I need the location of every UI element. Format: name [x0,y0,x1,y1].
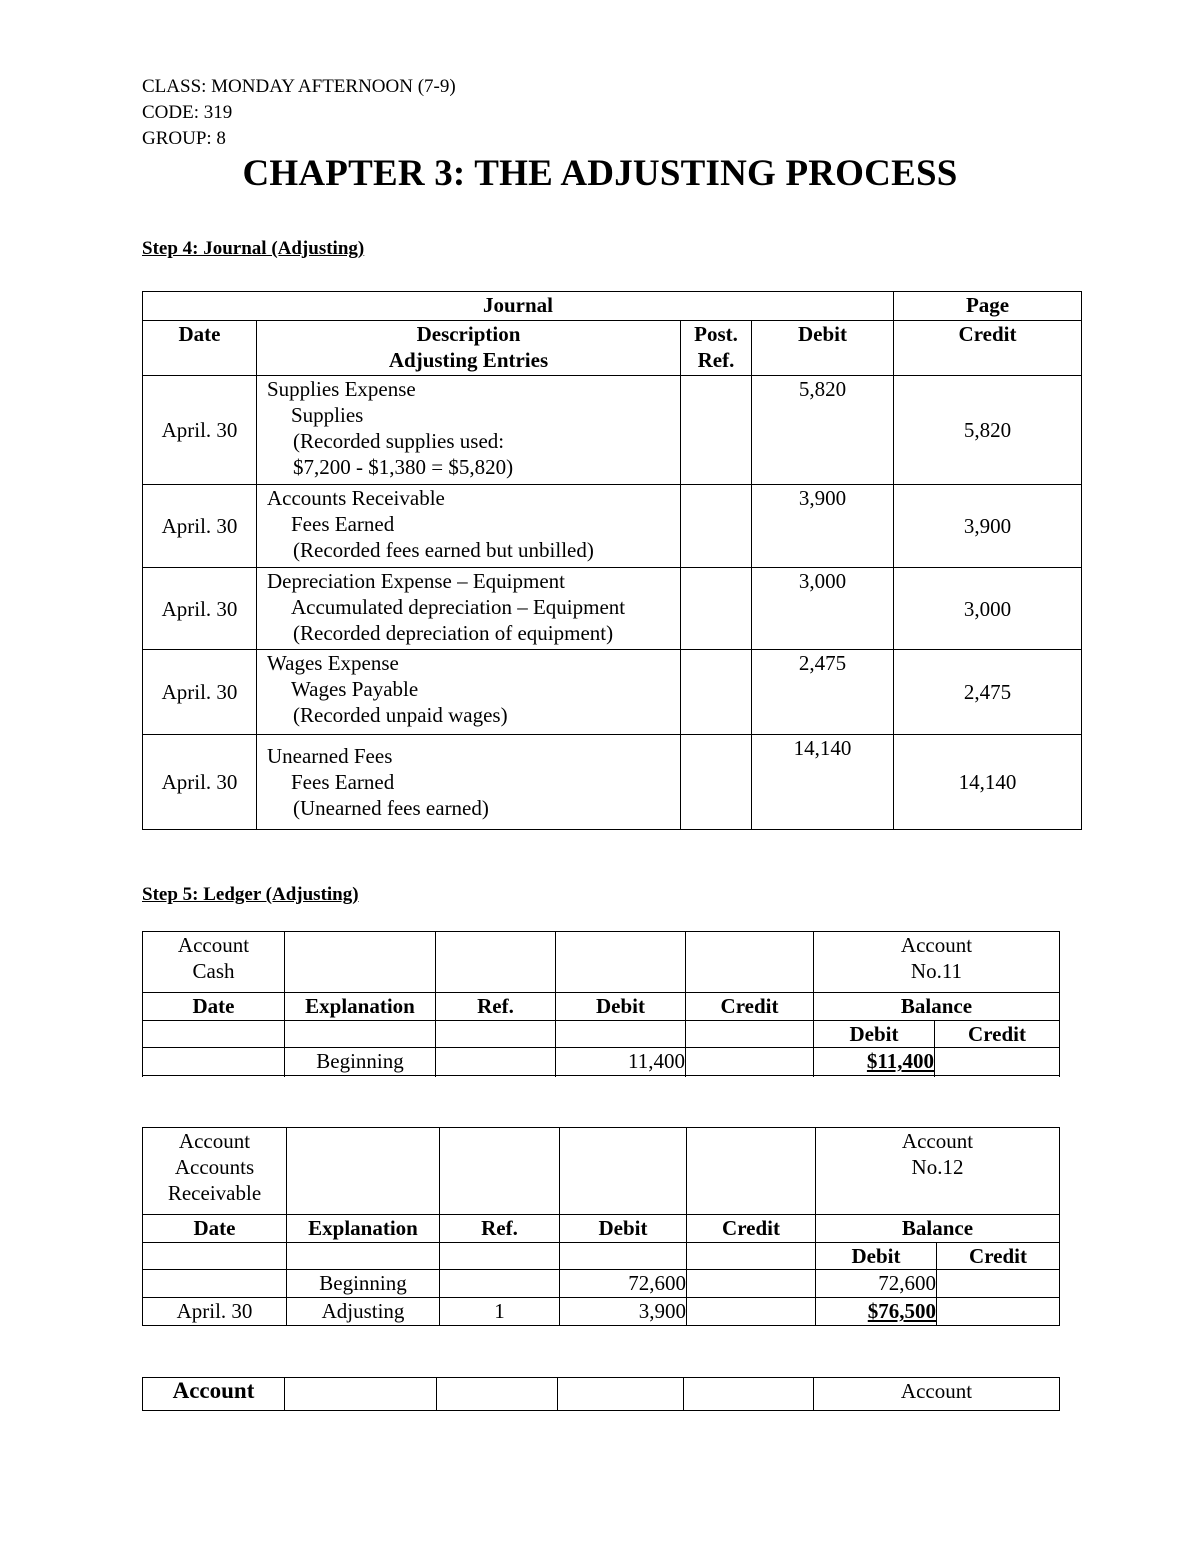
row-date [143,1270,287,1298]
ledger-accounts-receivable [142,1127,1060,1326]
col-balance-credit: Credit [935,1021,1060,1048]
journal-row [143,568,1082,650]
entry-post-ref [681,485,752,568]
entry-credit: 3,900 [894,485,1082,568]
entry-note: (Recorded supplies used: [293,429,505,453]
account-label: Account [178,1129,251,1153]
debit-account: Depreciation Expense – Equipment [267,569,565,593]
entry-debit: 3,000 [752,568,894,650]
ledger-row [143,1048,1060,1077]
ledger-cash [142,931,1060,1077]
account-cell [143,932,285,993]
row-credit [687,1298,816,1326]
row-balance-credit [937,1270,1060,1298]
entry-credit: 2,475 [894,650,1082,735]
entry-date: April. 30 [143,568,257,650]
entry-post-ref [681,376,752,485]
journal-row [143,650,1082,735]
journal-table [142,291,1082,830]
row-explanation: Beginning [285,1048,436,1077]
entry-date: April. 30 [143,485,257,568]
journal-row [143,735,1082,830]
col-debit: Debit [556,993,686,1021]
entry-date: April. 30 [143,735,257,830]
entry-debit: 14,140 [752,735,894,830]
journal-row [143,485,1082,568]
group-line: GROUP: 8 [142,128,226,149]
col-post-line2: Ref. [697,348,735,372]
entry-post-ref [681,568,752,650]
col-desc-line2: Adjusting Entries [388,348,549,372]
col-balance-debit: Debit [814,1021,935,1048]
entry-post-ref [681,650,752,735]
row-ref [440,1270,560,1298]
row-debit: 72,600 [560,1270,687,1298]
entry-credit: 3,000 [894,568,1082,650]
code-line: CODE: 319 [142,102,233,123]
entry-note: (Recorded fees earned but unbilled) [293,538,594,562]
account-number-label: Account [900,933,973,957]
entry-debit: 5,820 [752,376,894,485]
journal-title: Journal [143,292,894,321]
ledger-partial [142,1377,1060,1411]
entry-debit: 2,475 [752,650,894,735]
row-explanation: Adjusting [287,1298,440,1326]
entry-note: $7,200 - $1,380 = $5,820) [293,455,514,479]
col-date: Date [143,993,285,1021]
entry-note: (Recorded unpaid wages) [293,703,508,727]
entry-debit: 3,900 [752,485,894,568]
journal-row [143,376,1082,485]
col-explanation: Explanation [285,993,436,1021]
account-name: Accounts [174,1155,255,1179]
col-debit: Debit [752,321,894,376]
row-credit [686,1048,814,1077]
page-title: CHAPTER 3: THE ADJUSTING PROCESS [242,153,958,194]
ledger-row [143,1270,1060,1298]
account-number-label: Account [901,1129,974,1153]
col-desc-line1: Description [416,322,521,346]
col-credit: Credit [687,1215,816,1243]
row-date: April. 30 [143,1298,287,1326]
account-number: No.12 [911,1155,964,1179]
row-ref [436,1048,556,1077]
credit-account: Fees Earned [291,770,395,794]
account-number-cell [814,932,1060,993]
row-explanation: Beginning [287,1270,440,1298]
credit-account: Fees Earned [291,512,395,536]
row-debit: 11,400 [556,1048,686,1077]
row-balance-debit: $76,500 [867,1299,936,1323]
col-balance-debit: Debit [816,1243,937,1270]
row-balance-credit [935,1048,1060,1077]
col-balance-credit: Credit [937,1243,1060,1270]
debit-account: Unearned Fees [267,744,393,768]
entry-description [257,376,681,485]
account-name: Cash [192,959,235,983]
entry-description [257,485,681,568]
entry-post-ref [681,735,752,830]
col-description [257,321,681,376]
step5-heading: Step 5: Ledger (Adjusting) [142,884,359,905]
col-credit: Credit [894,321,1082,376]
col-date: Date [143,1215,287,1243]
entry-description [257,568,681,650]
credit-account: Supplies [291,403,364,427]
row-debit: 3,900 [560,1298,687,1326]
account-number: No.11 [910,959,963,983]
col-date: Date [143,321,257,376]
entry-credit: 14,140 [894,735,1082,830]
account-label: Account [177,933,250,957]
account-label: Account [143,1378,285,1411]
account-cell [143,1128,287,1215]
row-date [143,1048,285,1077]
row-ref: 1 [440,1298,560,1326]
credit-account: Wages Payable [291,677,419,701]
debit-account: Supplies Expense [267,377,416,401]
class-line: CLASS: MONDAY AFTERNOON (7-9) [142,76,456,97]
credit-account: Accumulated depreciation – Equipment [291,595,626,619]
entry-note: (Recorded depreciation of equipment) [293,621,614,645]
entry-note: (Unearned fees earned) [293,796,489,820]
entry-date: April. 30 [143,376,257,485]
debit-account: Accounts Receivable [267,486,445,510]
col-post-line1: Post. [694,322,738,346]
ledger-bottom-rule [142,1075,1059,1076]
entry-description [257,650,681,735]
col-ref: Ref. [436,993,556,1021]
row-balance-credit [937,1298,1060,1326]
step4-heading: Step 4: Journal (Adjusting) [142,238,365,259]
entry-date: April. 30 [143,650,257,735]
page-label: Page [894,292,1082,321]
row-balance-debit: 72,600 [816,1270,937,1298]
account-number-cell [816,1128,1060,1215]
col-balance: Balance [816,1215,1060,1243]
account-name: Receivable [167,1181,262,1205]
col-post-ref [681,321,752,376]
account-number-label: Account [814,1378,1060,1411]
row-balance-debit: $11,400 [866,1049,934,1073]
entry-credit: 5,820 [894,376,1082,485]
ledger-row [143,1298,1060,1326]
entry-description [257,735,681,830]
col-balance: Balance [814,993,1060,1021]
col-credit: Credit [686,993,814,1021]
col-explanation: Explanation [287,1215,440,1243]
col-debit: Debit [560,1215,687,1243]
row-credit [687,1270,816,1298]
debit-account: Wages Expense [267,651,399,675]
col-ref: Ref. [440,1215,560,1243]
